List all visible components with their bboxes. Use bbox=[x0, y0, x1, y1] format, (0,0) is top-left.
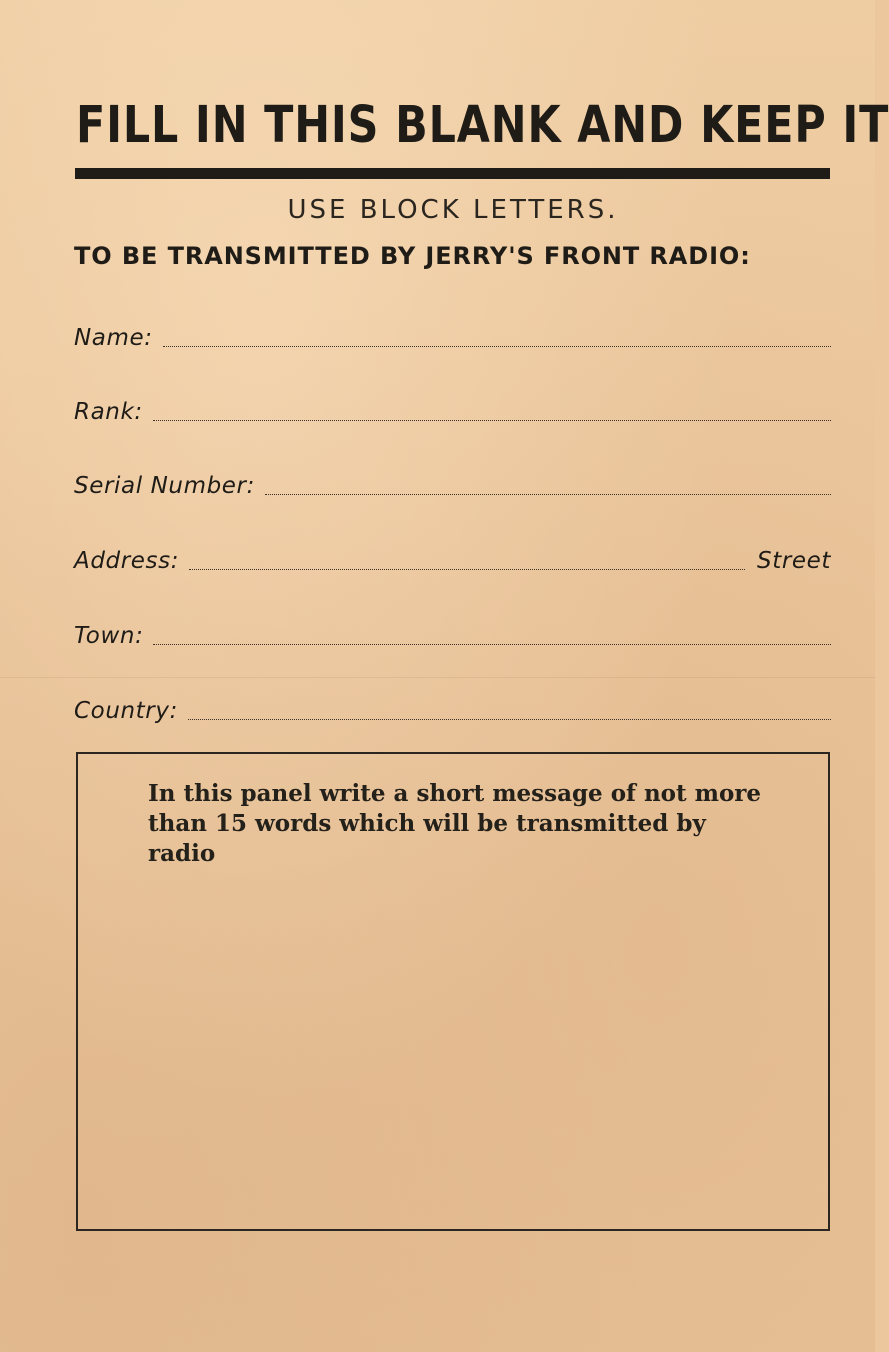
rank-input-line[interactable] bbox=[153, 420, 831, 421]
town-label: Town: bbox=[74, 623, 144, 649]
title-underline bbox=[75, 168, 830, 179]
rank-field[interactable] bbox=[74, 387, 831, 427]
town-field[interactable] bbox=[74, 611, 831, 651]
serial-number-input-line[interactable] bbox=[265, 494, 831, 495]
message-instruction-line-1: In this panel write a short message of not more bbox=[148, 780, 762, 807]
name-input-line[interactable] bbox=[163, 346, 831, 347]
transmission-notice: TO BE TRANSMITTED BY JERRY'S FRONT RADIO: bbox=[74, 242, 751, 270]
country-input-line[interactable] bbox=[188, 719, 831, 720]
address-label: Address: bbox=[74, 548, 180, 574]
message-instruction-line-2: than 15 words which will be transmitted by radio bbox=[148, 810, 706, 867]
form-title: FILL IN THIS BLANK AND KEEP IT bbox=[76, 96, 889, 155]
name-label: Name: bbox=[74, 325, 153, 351]
message-panel[interactable] bbox=[76, 752, 830, 1231]
address-field[interactable] bbox=[74, 536, 831, 576]
address-input-line[interactable] bbox=[189, 569, 745, 570]
street-label: Street bbox=[757, 548, 831, 574]
town-input-line[interactable] bbox=[153, 644, 831, 645]
paper-fold bbox=[0, 677, 875, 678]
serial-number-label: Serial Number: bbox=[74, 473, 255, 499]
name-field[interactable] bbox=[74, 313, 831, 353]
country-field[interactable] bbox=[74, 686, 831, 726]
serial-number-field[interactable] bbox=[74, 461, 831, 501]
message-panel-instruction bbox=[148, 779, 768, 869]
rank-label: Rank: bbox=[74, 399, 143, 425]
block-letters-instruction: USE BLOCK LETTERS. bbox=[287, 195, 619, 225]
country-label: Country: bbox=[74, 698, 178, 724]
